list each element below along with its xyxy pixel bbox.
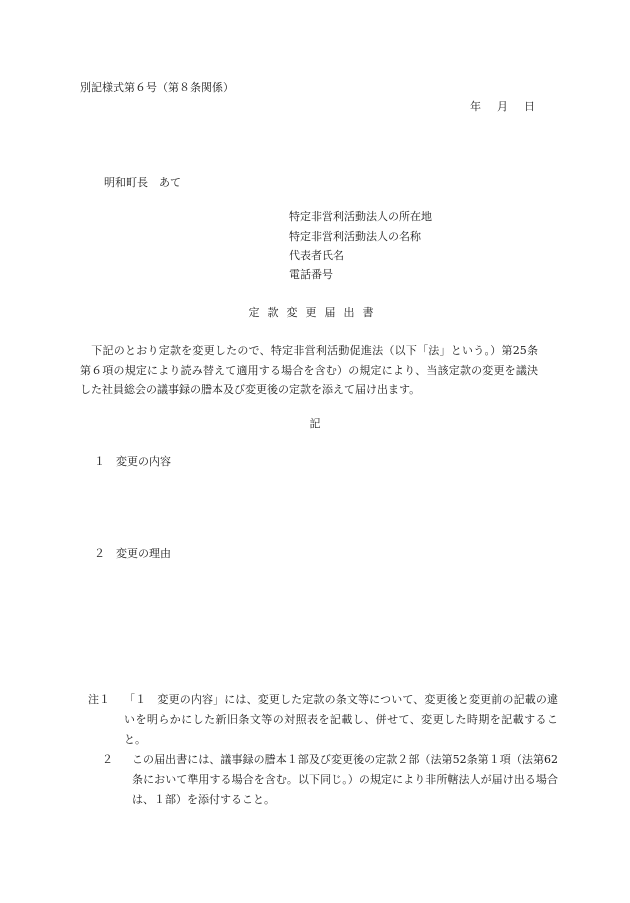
representative-name-label: 代表者氏名 — [289, 249, 344, 262]
body-paragraph-text: 下記のとおり定款を変更したので、特定非営利活動促進法（以下「法」という。）第25条第６項の規定により読み替えて適用する場合を含む）の規定により、当該定款の変更を議決した社員総会の議事録の謄本及び変更後の定款を添えて届け出ます。 — [80, 344, 538, 396]
item-label: 変更の理由 — [116, 547, 171, 560]
note-2-head: ２ — [102, 753, 113, 766]
body-paragraph — [80, 341, 538, 400]
form-number: 別記様式第６号（第８条関係） — [80, 81, 234, 94]
note-1 — [88, 690, 558, 750]
applicant-address-label: 特定非営利活動法人の所在地 — [289, 210, 432, 223]
item-change-reason — [94, 548, 171, 559]
note-1-text: 「１ 変更の内容」には、変更した定款の条文等について、変更後と変更前の記載の違いを明らかにした新旧条文等の対照表を記載し、併せて、変更した時期を記載すること。 — [124, 693, 558, 746]
item-number: ２ — [94, 547, 105, 560]
notes-section — [88, 690, 558, 810]
addressee: 明和町長 あて — [104, 176, 181, 189]
note-1-head: 注１ — [88, 693, 110, 706]
phone-number-label: 電話番号 — [289, 268, 333, 281]
document-title: 定款変更届出書 — [248, 306, 382, 319]
note-2-text: この届出書には、議事録の謄本１部及び変更後の定款２部（法第52条第１項（法第62条において準用する場合を含む。以下同じ。）の規定により非所轄法人が届け出る場合は、１部）を添付すること。 — [132, 753, 558, 806]
applicant-name-label: 特定非営利活動法人の名称 — [289, 230, 421, 243]
item-number: １ — [94, 455, 105, 468]
ki-label: 記 — [309, 417, 321, 430]
date-line — [470, 101, 535, 112]
note-2 — [88, 750, 558, 810]
item-label: 変更の内容 — [116, 455, 171, 468]
date-year: 年 — [470, 100, 481, 113]
date-day: 日 — [524, 100, 535, 113]
date-month: 月 — [497, 100, 508, 113]
item-change-content — [94, 456, 171, 467]
